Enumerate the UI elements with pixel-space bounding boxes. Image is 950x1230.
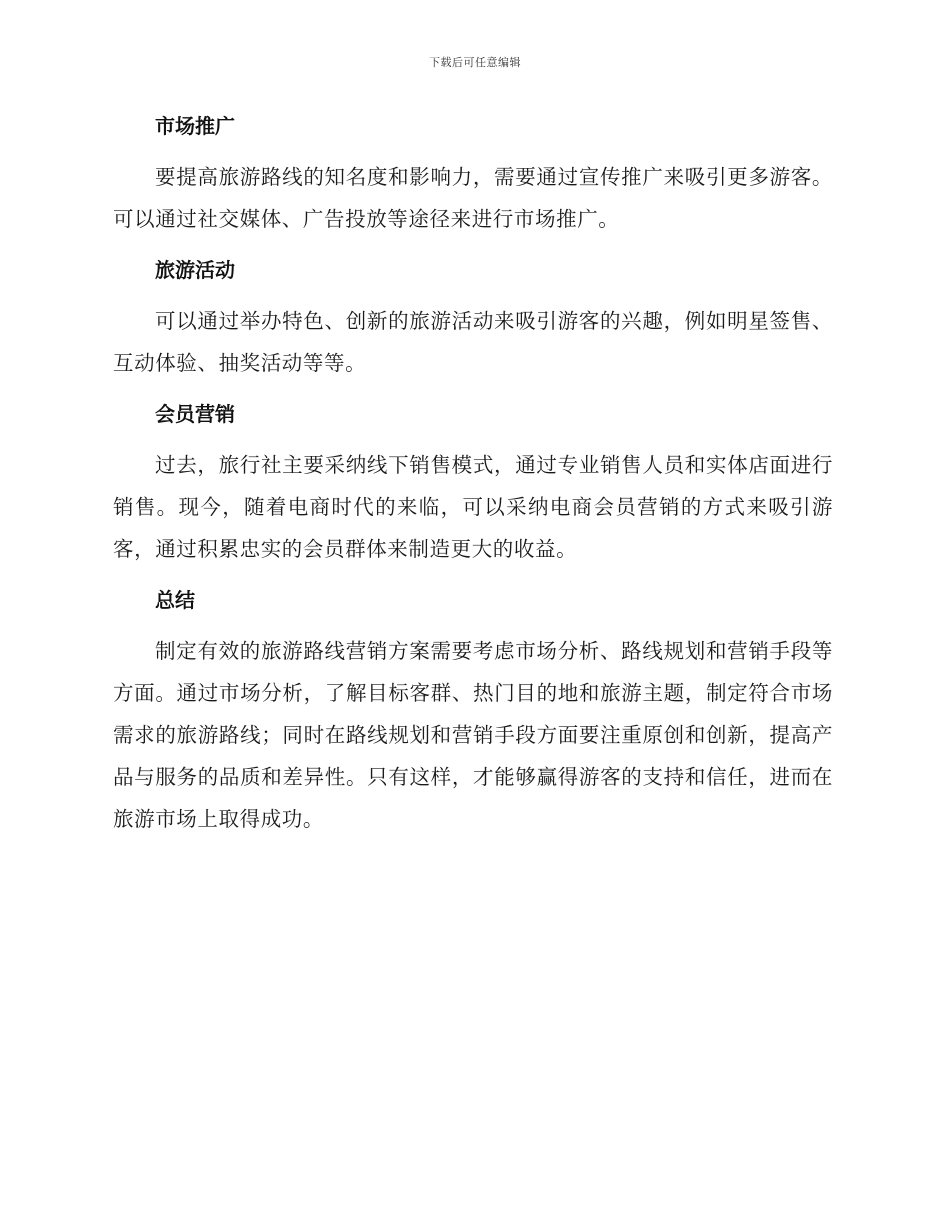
section-paragraph: 要提高旅游路线的知名度和影响力，需要通过宣传推广来吸引更多游客。可以通过社交媒体、广告投放等途径来进行市场推广。 — [113, 165, 833, 231]
section-member-marketing — [113, 396, 833, 570]
document-body — [113, 108, 833, 852]
section-summary — [113, 582, 833, 840]
section-market-promotion — [113, 108, 833, 240]
section-travel-activities — [113, 252, 833, 384]
section-paragraph: 可以通过举办特色、创新的旅游活动来吸引游客的兴趣，例如明星签售、互动体验、抽奖活动等等。 — [113, 309, 833, 375]
section-heading: 市场推广 — [155, 114, 235, 138]
header-note: 下载后可任意编辑 — [429, 56, 521, 69]
section-paragraph: 制定有效的旅游路线营销方案需要考虑市场分析、路线规划和营销手段等方面。通过市场分析，了解目标客群、热门目的地和旅游主题，制定符合市场需求的旅游路线；同时在路线规划和营销手段方面要注重原创和创新，提高产品与服务的品质和差异性。只有这样，才能够赢得游客的支持和信任，进而在旅游市场上取得成功。 — [113, 639, 833, 831]
section-heading: 总结 — [155, 588, 195, 612]
section-heading: 旅游活动 — [155, 258, 235, 282]
section-paragraph: 过去，旅行社主要采纳线下销售模式，通过专业销售人员和实体店面进行销售。现今，随着电商时代的来临，可以采纳电商会员营销的方式来吸引游客，通过积累忠实的会员群体来制造更大的收益。 — [113, 453, 833, 561]
section-heading: 会员营销 — [155, 402, 235, 426]
